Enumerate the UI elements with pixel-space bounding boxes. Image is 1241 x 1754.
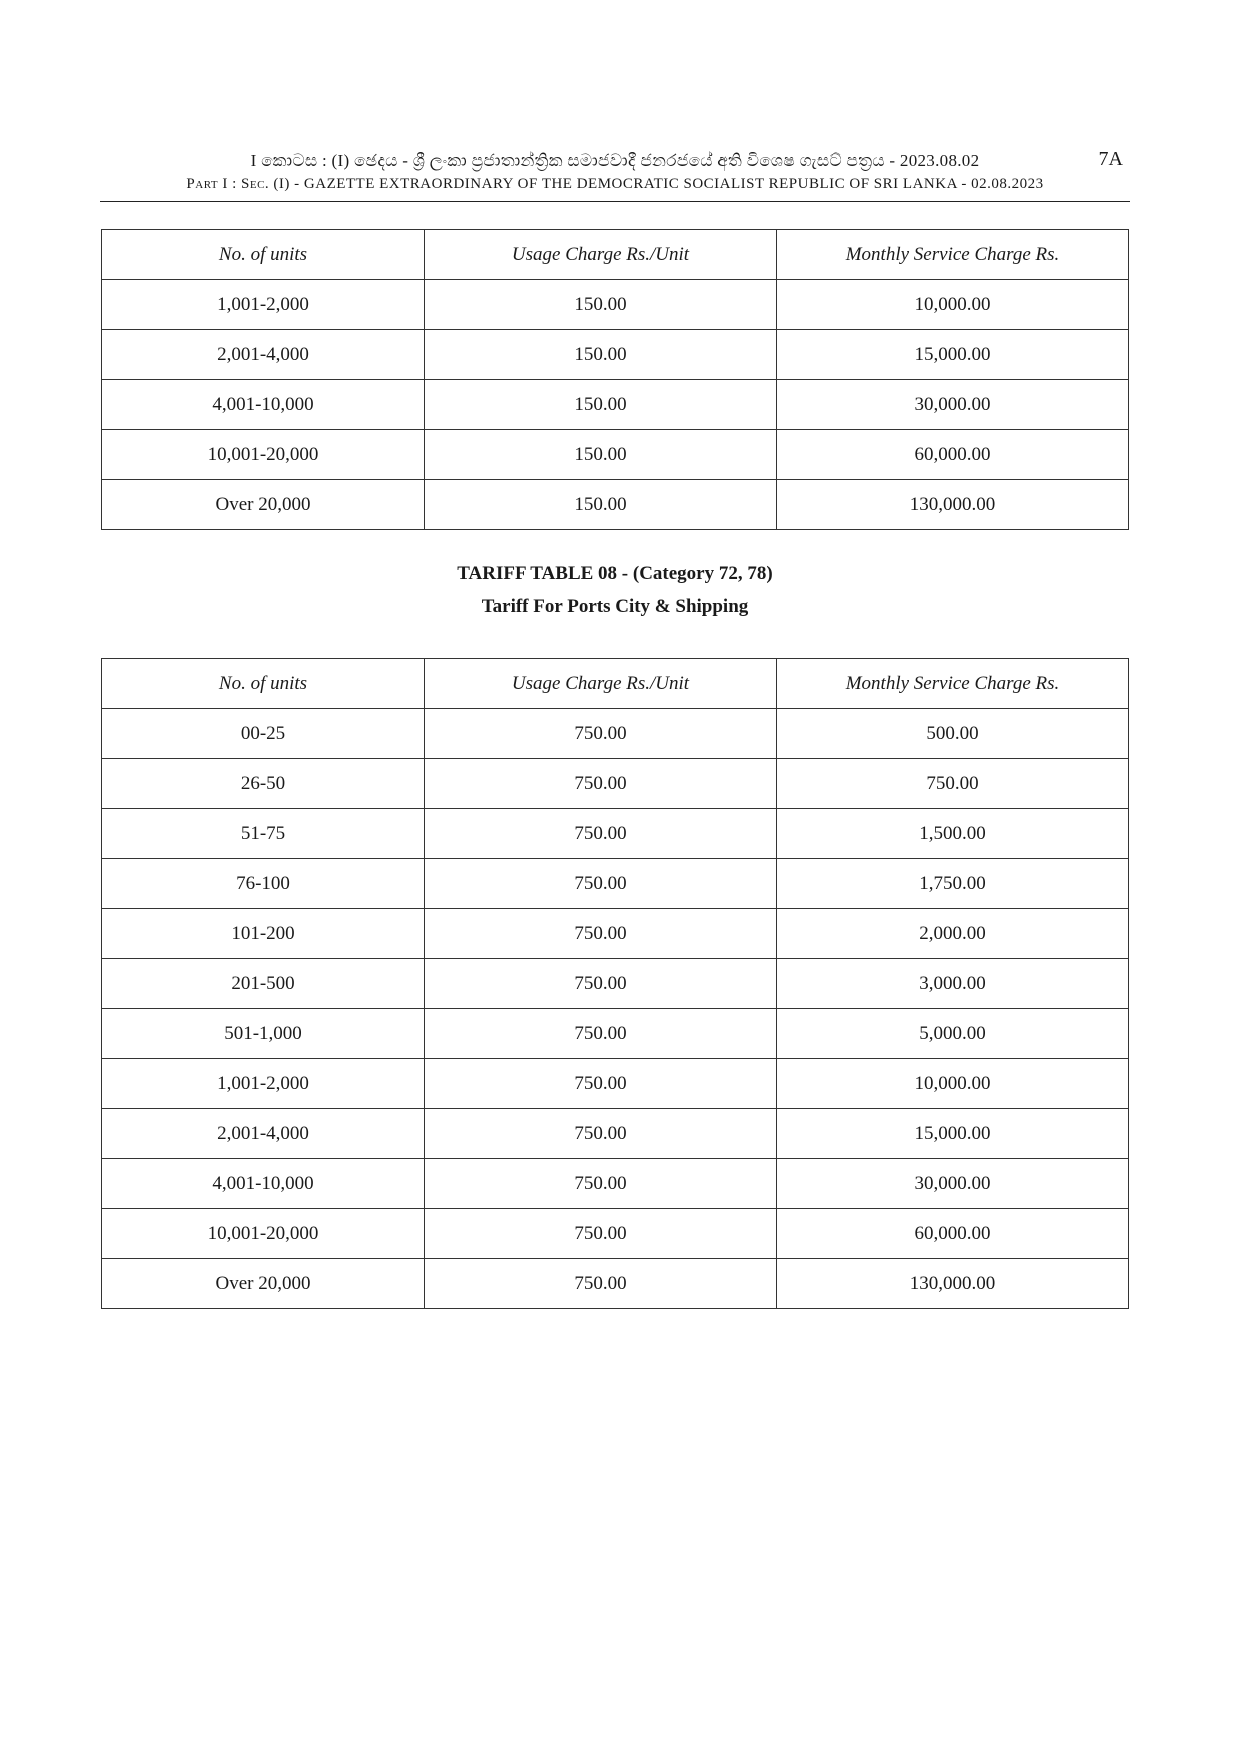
cell-units: 1,001-2,000 xyxy=(102,1059,425,1109)
table-row xyxy=(102,1009,1129,1059)
cell-service-charge: 1,500.00 xyxy=(777,809,1129,859)
cell-usage-charge: 750.00 xyxy=(425,1259,777,1309)
table-row xyxy=(102,759,1129,809)
column-header-usage-charge: Usage Charge Rs./Unit xyxy=(425,230,777,280)
cell-service-charge: 30,000.00 xyxy=(777,1159,1129,1209)
cell-usage-charge: 750.00 xyxy=(425,1209,777,1259)
column-header-units: No. of units xyxy=(102,230,425,280)
cell-service-charge: 750.00 xyxy=(777,759,1129,809)
table-row xyxy=(102,1159,1129,1209)
cell-service-charge: 15,000.00 xyxy=(777,330,1129,380)
cell-usage-charge: 750.00 xyxy=(425,909,777,959)
table-row xyxy=(102,430,1129,480)
cell-units: 76-100 xyxy=(102,859,425,909)
cell-usage-charge: 750.00 xyxy=(425,1009,777,1059)
tariff-table-continued xyxy=(101,229,1129,530)
cell-units: Over 20,000 xyxy=(102,480,425,530)
cell-service-charge: 2,000.00 xyxy=(777,909,1129,959)
cell-service-charge: 5,000.00 xyxy=(777,1009,1129,1059)
cell-units: 00-25 xyxy=(102,709,425,759)
page-number: 7A xyxy=(1098,148,1123,170)
cell-usage-charge: 150.00 xyxy=(425,380,777,430)
cell-units: 10,001-20,000 xyxy=(102,430,425,480)
cell-service-charge: 15,000.00 xyxy=(777,1109,1129,1159)
table-row xyxy=(102,1209,1129,1259)
cell-service-charge: 10,000.00 xyxy=(777,1059,1129,1109)
table-row xyxy=(102,709,1129,759)
table-row xyxy=(102,859,1129,909)
cell-units: 1,001-2,000 xyxy=(102,280,425,330)
cell-service-charge: 1,750.00 xyxy=(777,859,1129,909)
cell-units: Over 20,000 xyxy=(102,1259,425,1309)
table-row xyxy=(102,380,1129,430)
table-row xyxy=(102,1059,1129,1109)
cell-service-charge: 10,000.00 xyxy=(777,280,1129,330)
column-header-service-charge: Monthly Service Charge Rs. xyxy=(777,230,1129,280)
cell-usage-charge: 750.00 xyxy=(425,809,777,859)
cell-service-charge: 130,000.00 xyxy=(777,1259,1129,1309)
table-header-row xyxy=(102,230,1129,280)
cell-usage-charge: 750.00 xyxy=(425,859,777,909)
cell-usage-charge: 150.00 xyxy=(425,480,777,530)
table-header-row xyxy=(102,659,1129,709)
table-row xyxy=(102,809,1129,859)
cell-units: 4,001-10,000 xyxy=(102,1159,425,1209)
cell-usage-charge: 750.00 xyxy=(425,1159,777,1209)
cell-units: 2,001-4,000 xyxy=(102,330,425,380)
header-english-rest: (I) - GAZETTE EXTRAORDINARY OF THE DEMOCRATIC SOCIALIST REPUBLIC OF SRI LANKA - 02.08.2023 xyxy=(273,176,1044,192)
cell-units: 501-1,000 xyxy=(102,1009,425,1059)
header-english-line xyxy=(100,174,1130,194)
table-row xyxy=(102,330,1129,380)
cell-usage-charge: 750.00 xyxy=(425,959,777,1009)
page-header xyxy=(100,150,1130,194)
header-divider xyxy=(100,201,1130,202)
cell-service-charge: 3,000.00 xyxy=(777,959,1129,1009)
cell-usage-charge: 750.00 xyxy=(425,1059,777,1109)
cell-service-charge: 30,000.00 xyxy=(777,380,1129,430)
cell-service-charge: 60,000.00 xyxy=(777,430,1129,480)
cell-usage-charge: 750.00 xyxy=(425,1109,777,1159)
cell-service-charge: 500.00 xyxy=(777,709,1129,759)
column-header-service-charge: Monthly Service Charge Rs. xyxy=(777,659,1129,709)
cell-units: 51-75 xyxy=(102,809,425,859)
header-english-part: Part I : Sec. xyxy=(186,176,270,192)
cell-service-charge: 60,000.00 xyxy=(777,1209,1129,1259)
cell-usage-charge: 750.00 xyxy=(425,709,777,759)
tariff-table-08 xyxy=(101,658,1129,1309)
table-row xyxy=(102,909,1129,959)
cell-usage-charge: 750.00 xyxy=(425,759,777,809)
header-sinhala-line: I කොටස : (I) ඡෙදය - ශ්‍රී ලංකා ප්‍රජාතාන්ත්‍රික සමාජවාදී ජනරජයේ අති විශෙෂ ගැසට් පත්‍රය - 2023.08.02 xyxy=(250,151,980,170)
table-row xyxy=(102,480,1129,530)
cell-usage-charge: 150.00 xyxy=(425,430,777,480)
table-row xyxy=(102,280,1129,330)
cell-usage-charge: 150.00 xyxy=(425,280,777,330)
cell-service-charge: 130,000.00 xyxy=(777,480,1129,530)
table-row xyxy=(102,959,1129,1009)
column-header-usage-charge: Usage Charge Rs./Unit xyxy=(425,659,777,709)
cell-units: 10,001-20,000 xyxy=(102,1209,425,1259)
table-08-subtitle: Tariff For Ports City & Shipping xyxy=(481,596,749,617)
table-08-title: TARIFF TABLE 08 - (Category 72, 78) xyxy=(457,563,773,584)
cell-units: 101-200 xyxy=(102,909,425,959)
cell-units: 26-50 xyxy=(102,759,425,809)
table-row xyxy=(102,1259,1129,1309)
cell-units: 201-500 xyxy=(102,959,425,1009)
cell-usage-charge: 150.00 xyxy=(425,330,777,380)
table-row xyxy=(102,1109,1129,1159)
cell-units: 4,001-10,000 xyxy=(102,380,425,430)
column-header-units: No. of units xyxy=(102,659,425,709)
cell-units: 2,001-4,000 xyxy=(102,1109,425,1159)
